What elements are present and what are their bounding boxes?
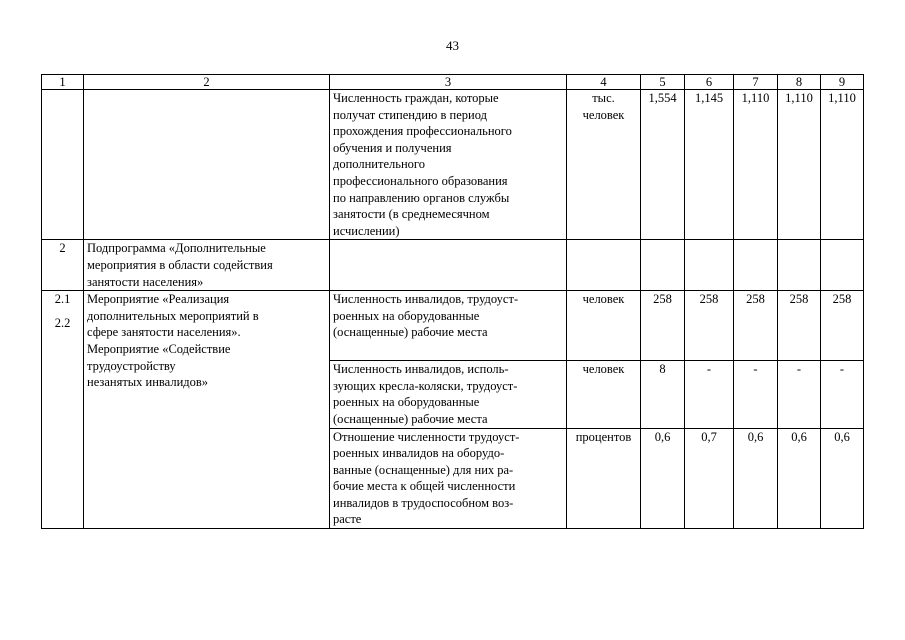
indicator-cell [330,291,567,361]
table-row-subprogram [42,240,864,291]
indicator-cell [330,90,567,240]
indicator-table [41,74,864,529]
subprogram-name-cell [84,240,330,291]
text-line: по направлению органов службы [333,190,510,205]
text-line: незанятых инвалидов» [87,375,209,390]
value-cell: 1,110 [734,90,778,240]
value-cell: 0,6 [778,428,821,529]
header-cell-8: 8 [778,75,821,90]
value-cell: 1,110 [778,90,821,240]
text-line: Мероприятие «Содействие [87,341,231,356]
text-line: занятости (в среднемесячном [333,207,490,222]
header-cell-6: 6 [685,75,734,90]
text-line: профессионального образования [333,173,508,188]
text-line: мероприятия в области содействия [87,257,273,272]
text-line: ванные (оснащенные) для них ра- [333,462,514,477]
row-number-2-1: 2.1 [54,292,71,307]
indicator-cell [330,428,567,529]
value-cell: 0,6 [734,428,778,529]
header-cell-1: 1 [42,75,84,90]
header-cell-3: 3 [330,75,567,90]
value-cell: 1,110 [821,90,864,240]
text-line: Численность инвалидов, исполь- [333,362,509,377]
unit-line: тыс. [592,91,615,105]
text-line: Подпрограмма «Дополнительные [87,241,266,256]
value-cell: 0,7 [685,428,734,529]
unit-line: человек [582,107,625,122]
empty-cell [685,240,734,291]
value-cell: - [821,361,864,428]
text-line: сфере занятости населения». [87,325,241,340]
value-cell: 1,145 [685,90,734,240]
empty-cell [778,240,821,291]
event-cell [84,90,330,240]
empty-cell [567,240,641,291]
page-number: 43 [446,38,459,53]
value-cell: 0,6 [821,428,864,529]
row-number-2-2: 2.2 [54,315,71,330]
unit-cell [567,90,641,240]
indicator-cell [330,361,567,428]
value-cell: - [734,361,778,428]
unit-cell: человек [567,361,641,428]
row-number-cell: 2 [42,240,84,291]
value-cell: 258 [778,291,821,361]
empty-cell [821,240,864,291]
value-cell: 0,6 [641,428,685,529]
text-line: роенных инвалидов на оборудо- [333,446,505,461]
text-line: бочие места к общей численности [333,479,516,494]
text-line: занятости населения» [87,274,204,289]
value-cell: 8 [641,361,685,428]
row-number-cell [42,291,84,529]
unit-cell: процентов [567,428,641,529]
text-line: Мероприятие «Реализация [87,292,230,307]
text-line: получат стипендию в период [333,107,487,122]
value-cell: 258 [821,291,864,361]
text-line: обучения и получения [333,140,452,155]
empty-cell [641,240,685,291]
value-cell: 1,554 [641,90,685,240]
text-line: (оснащенные) рабочие места [333,325,488,340]
text-line: трудоустройству [87,358,176,373]
event-cell [84,291,330,529]
value-cell: - [685,361,734,428]
text-line: (оснащенные) рабочие места [333,411,488,426]
text-line: расте [333,512,362,527]
unit-cell: человек [567,291,641,361]
text-line: дополнительных мероприятий в [87,308,259,323]
header-cell-5: 5 [641,75,685,90]
text-line: Численность инвалидов, трудоуст- [333,292,519,307]
text-line: инвалидов в трудоспособном воз- [333,495,514,510]
header-cell-7: 7 [734,75,778,90]
text-line: Численность граждан, которые [333,91,499,105]
text-line: дополнительного [333,157,425,172]
value-cell: 258 [685,291,734,361]
empty-cell [330,240,567,291]
text-line: Отношение численности трудоуст- [333,429,520,444]
header-cell-9: 9 [821,75,864,90]
row-number-cell [42,90,84,240]
header-row [42,75,864,90]
value-cell: 258 [734,291,778,361]
text-line: зующих кресла-коляски, трудоуст- [333,378,518,393]
header-cell-2: 2 [84,75,330,90]
value-cell: - [778,361,821,428]
text-line: прохождения профессионального [333,124,512,139]
text-line: роенных на оборудованные [333,308,480,323]
table-row-stipend [42,90,864,240]
value-cell: 258 [641,291,685,361]
text-line: роенных на оборудованные [333,395,480,410]
empty-cell [734,240,778,291]
text-line: исчислении) [333,223,400,238]
table-row-indicator-1 [42,291,864,361]
header-cell-4: 4 [567,75,641,90]
